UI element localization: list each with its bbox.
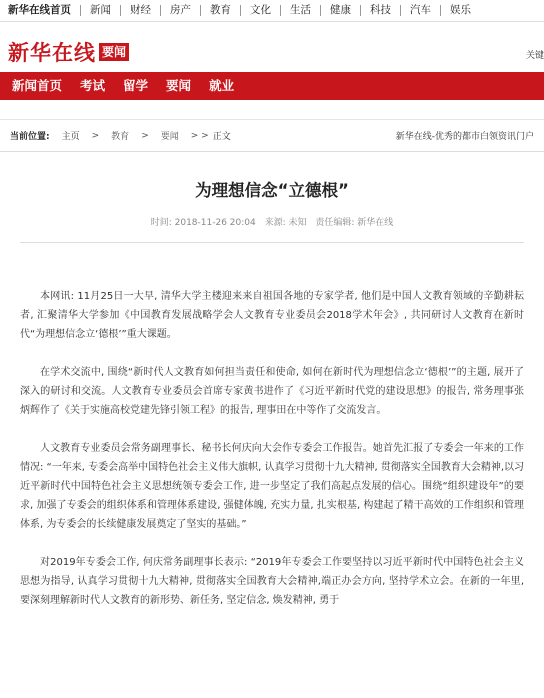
topnav-link-tech[interactable]: 科技 [361, 5, 401, 16]
topnav-link-culture[interactable]: 文化 [241, 5, 281, 16]
logo-text: 新华在线 [8, 40, 96, 65]
article-paragraph: 在学术交流中, 围绕“新时代人文教育如何担当责任和使命, 如何在新时代为理想信念立‘德根’”的主题, 展开了深入的研讨和交流。人文教育专业委员会首席专家黄书进作了《习近平新时代党的建设思想》的报告, 常务理事张炳辉作了《关于实施高校党建先锋引领工程》的报告, 理事田在中等作了交流发言。 [20, 367, 524, 416]
nav-spacer [0, 100, 544, 120]
article-body [20, 287, 524, 610]
article [0, 177, 544, 610]
article-paragraph: 本网讯: 11月25日一大早, 清华大学主楼迎来来自祖国各地的专家学者, 他们是中国人文教育领域的辛勤耕耘者, 汇聚清华大学参加《中国教育发展战略学会人文教育专业委员会2018学术年会》, 共同研讨人文教育在新时代“为理想信念立‘德根’”重大课题。 [20, 291, 524, 340]
topnav-link-news[interactable]: 新闻 [81, 5, 121, 16]
topnav-link-life[interactable]: 生活 [281, 5, 321, 16]
topnav-link-realestate[interactable]: 房产 [161, 5, 201, 16]
article-paragraph: 对2019年专委会工作, 何庆常务副理事长表示: “2019年专委会工作要坚持以习近平新时代中国特色社会主义思想为指导, 认真学习贯彻十九大精神, 贯彻落实全国教育大会精神,端正办会方向, 坚持学术立会。在新的一年里, 要深刻理解新时代人文教育的新形势、新任务, 坚定信念, 焕发精神, 勇于 [20, 557, 524, 606]
breadcrumb-separator: > [141, 130, 149, 141]
section-nav-jobs[interactable]: 就业 [209, 78, 235, 93]
breadcrumb-link-home[interactable]: 主页 [61, 132, 80, 142]
site-tagline: 新华在线-优秀的都市白领资讯门户 [395, 132, 534, 142]
topnav-link-auto[interactable]: 汽车 [401, 5, 441, 16]
site-header [0, 22, 544, 72]
article-source: 来源: 未知 [264, 218, 307, 228]
article-time: 时间: 2018-11-26 20:04 [150, 218, 256, 228]
breadcrumb-current: 正文 [212, 132, 231, 142]
breadcrumb [0, 120, 544, 152]
top-channel-nav [0, 0, 544, 22]
logo-badge: 要闻 [99, 43, 129, 61]
section-nav-study-abroad[interactable]: 留学 [123, 78, 149, 93]
article-editor: 责任编辑: 新华在线 [315, 218, 394, 228]
article-meta [20, 215, 524, 228]
section-nav [0, 72, 544, 100]
breadcrumb-label: 当前位置: [10, 132, 50, 142]
topnav-link-entertainment[interactable]: 娱乐 [450, 4, 471, 16]
breadcrumb-separator: > [91, 130, 100, 141]
breadcrumb-separator: > > [190, 130, 209, 141]
article-paragraph: 人文教育专业委员会常务副理事长、秘书长何庆向大会作专委会工作报告。她首先汇报了专委会一年来的工作情况: “一年来, 专委会高举中国特色社会主义伟大旗帜, 认真学习贯彻十九大精神, 贯彻落实全国教育大会精神,以习近平新时代中国特色社会主义思想统领专委会工作, 进一步坚定了我们高起点发展的信心。围绕“组织建设年”的要求, 加强了专委会的组织体系和管理体系建设, 强健体魄, 充实力量, 扎实根基, 构建起了精干高效的工作组织和管理体系, 为专委会的长续健康发展奠定了坚实的基础。” [20, 443, 524, 530]
site-logo[interactable] [8, 37, 129, 67]
topnav-link-health[interactable]: 健康 [321, 5, 361, 16]
topnav-link-finance[interactable]: 财经 [121, 5, 161, 16]
section-nav-headlines[interactable]: 要闻 [166, 78, 192, 93]
breadcrumb-link-headlines[interactable]: 要闻 [160, 132, 179, 142]
header-right-link[interactable]: 关键 [525, 51, 544, 61]
topnav-link-home[interactable]: 新华在线首页 [8, 5, 81, 16]
section-nav-news-home[interactable]: 新闻首页 [12, 78, 63, 93]
topnav-link-education[interactable]: 教育 [201, 5, 241, 16]
title-divider [20, 242, 524, 243]
breadcrumb-link-education[interactable]: 教育 [111, 132, 130, 142]
article-title: 为理想信念“立德根” [195, 181, 349, 200]
section-nav-exam[interactable]: 考试 [80, 78, 106, 93]
